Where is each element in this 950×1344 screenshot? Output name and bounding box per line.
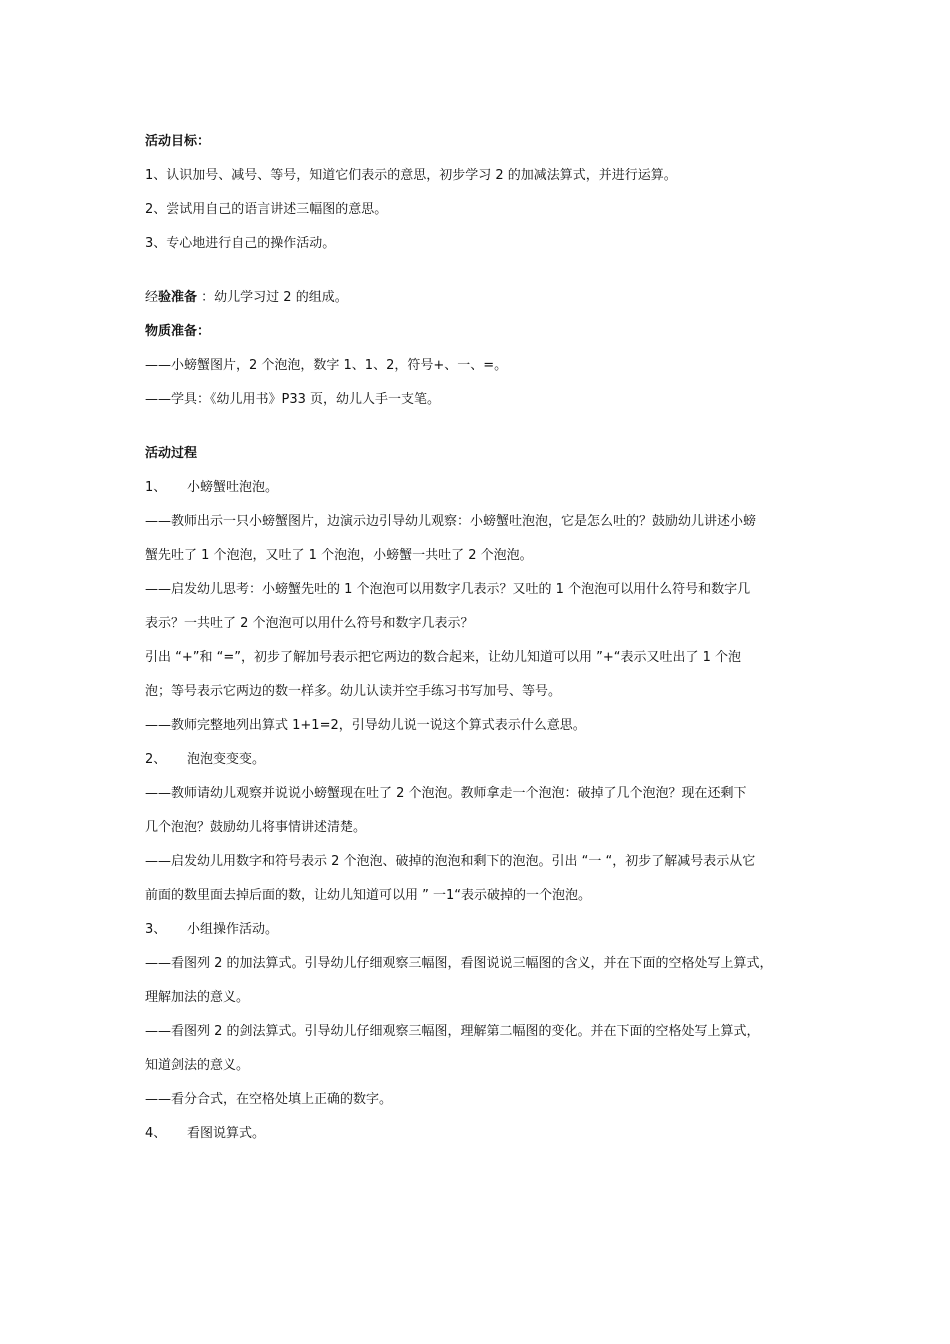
step-1-line: 表示？一共吐了 2 个泡泡可以用什么符号和数字几表示？ (145, 616, 474, 631)
experience-prep-prefix: 经 (145, 290, 159, 305)
step-3-title (145, 913, 825, 947)
experience-prep-text: ：幼儿学习过 2 的组成。 (197, 290, 348, 305)
step-title-text: 泡泡变变变。 (187, 752, 266, 767)
step-3-line: ——看分合式，在空格处填上正确的数字。 (145, 1092, 393, 1107)
step-title-text: 看图说算式。 (187, 1126, 266, 1141)
step-number: 3、 (145, 922, 167, 937)
step-3-line: 知道剑法的意义。 (145, 1058, 250, 1073)
step-1-line: ——教师出示一只小螃蟹图片，边演示边引导幼儿观察：小螃蟹吐泡泡，它是怎么吐的？鼓励幼儿讲述小螃 (145, 514, 757, 529)
step-2-line: ——教师请幼儿观察并说说小螃蟹现在吐了 2 个泡泡。教师拿走一个泡泡：破掉了几个泡泡？现在还剩下 (145, 786, 747, 801)
step-1-line: ——启发幼儿思考：小螃蟹先吐的 1 个泡泡可以用数字几表示？又吐的 1 个泡泡可以用什么符号和数字几 (145, 582, 751, 597)
goal-item: 3、专心地进行自己的操作活动。 (145, 236, 336, 251)
step-title-text: 小组操作活动。 (187, 922, 279, 937)
step-2-line: ——启发幼儿用数字和符号表示 2 个泡泡、破掉的泡泡和剩下的泡泡。引出 “一 “，初步了解减号表示从它 (145, 854, 756, 869)
experience-prep (145, 281, 825, 315)
step-title-text: 小螃蟹吐泡泡。 (187, 480, 279, 495)
step-2-title (145, 743, 825, 777)
material-item: ——学具：《幼儿用书》P33 页，幼儿人手一支笔。 (145, 392, 441, 407)
step-3-line: ——看图列 2 的剑法算式。引导幼儿仔细观察三幅图，理解第二幅图的变化。并在下面的空格处写上算式， (145, 1024, 760, 1039)
step-2-line: 几个泡泡？鼓励幼儿将事情讲述清楚。 (145, 820, 367, 835)
goal-item: 2、尝试用自己的语言讲述三幅图的意思。 (145, 202, 388, 217)
step-number: 1、 (145, 480, 167, 495)
step-1-line: 引出 “+”和 “=”，初步了解加号表示把它两边的数合起来，让幼儿知道可以用 ”+“表示又吐出了 1 个泡 (145, 650, 742, 665)
step-1-line: 泡；等号表示它两边的数一样多。幼儿认读并空手练习书写加号、等号。 (145, 684, 562, 699)
step-3-line: 理解加法的意义。 (145, 990, 250, 1005)
step-4-title (145, 1117, 825, 1151)
material-prep-heading: 物质准备： (145, 324, 211, 339)
step-2-line: 前面的数里面去掉后面的数，让幼儿知道可以用 ” 一1“表示破掉的一个泡泡。 (145, 888, 592, 903)
step-1-line: 蟹先吐了 1 个泡泡，又吐了 1 个泡泡，小螃蟹一共吐了 2 个泡泡。 (145, 548, 533, 563)
experience-prep-label: 验准备 (158, 290, 198, 305)
goal-item: 1、认识加号、减号、等号，知道它们表示的意思，初步学习 2 的加减法算式，并进行运算。 (145, 168, 677, 183)
process-heading: 活动过程 (145, 446, 198, 461)
goals-heading: 活动目标： (145, 134, 211, 149)
material-item: ——小螃蟹图片，2 个泡泡，数字 1、1、2，符号+、一、=。 (145, 358, 508, 373)
step-1-title (145, 471, 825, 505)
spacer (145, 261, 825, 281)
step-1-line: ——教师完整地列出算式 1+1=2，引导幼儿说一说这个算式表示什么意思。 (145, 718, 586, 733)
spacer (145, 417, 825, 437)
step-number: 2、 (145, 752, 167, 767)
step-number: 4、 (145, 1126, 167, 1141)
step-3-line: ——看图列 2 的加法算式。引导幼儿仔细观察三幅图，看图说说三幅图的含义，并在下面的空格处写上算式， (145, 956, 773, 971)
document-body (145, 125, 825, 1151)
